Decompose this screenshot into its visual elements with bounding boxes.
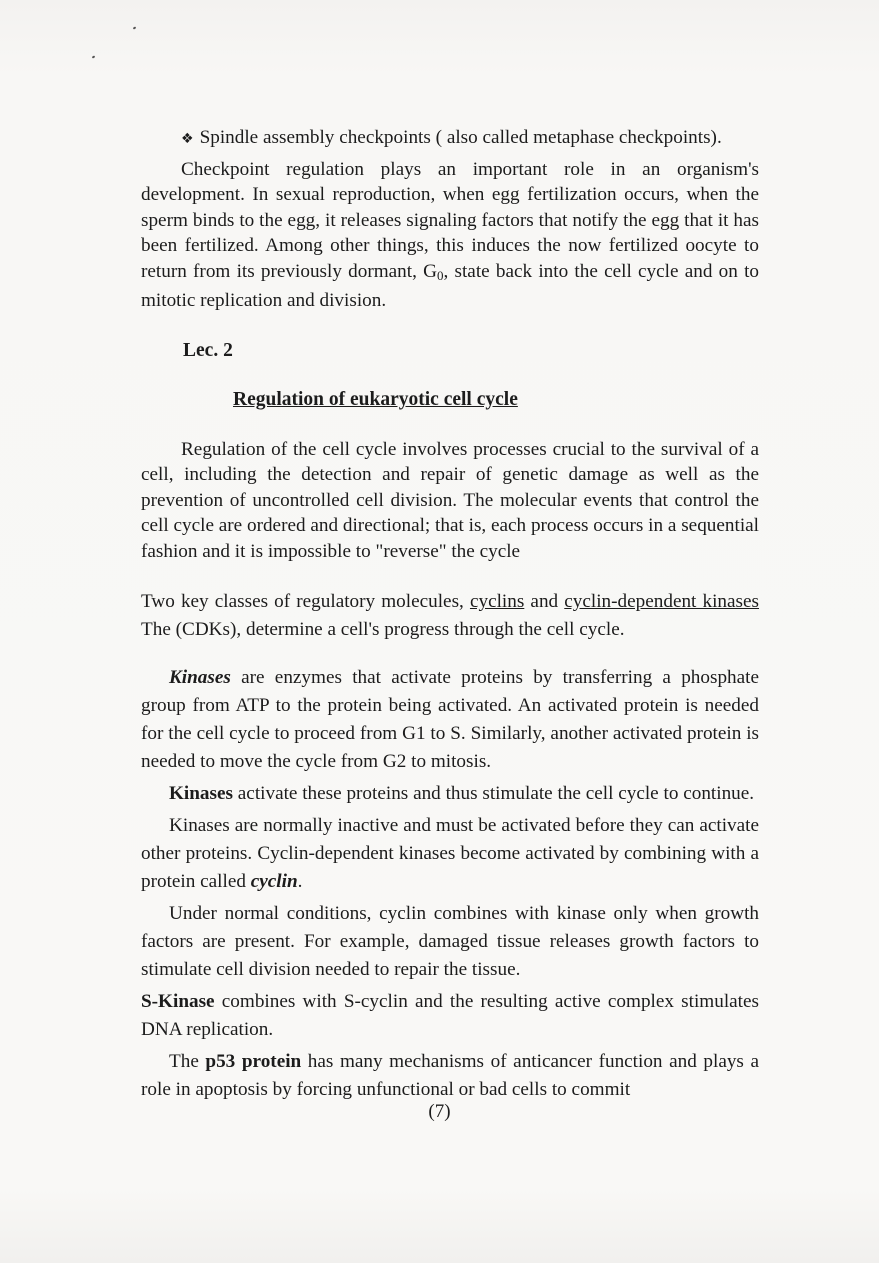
- term-kinases-bold: Kinases: [169, 783, 233, 804]
- lecture-label: Lec. 2: [183, 339, 233, 361]
- diamond-bullet-icon: ❖: [181, 131, 194, 147]
- paragraph-text: combines with S-cyclin and the resulting active complex stimulates DNA replication.: [141, 991, 759, 1040]
- paragraph-text: has many mechanisms of anticancer function and plays a role in apoptosis by forcing unfunctional or bad cells to commit: [141, 1051, 759, 1100]
- paragraph-normal-conditions: Under normal conditions, cyclin combines with kinase only when growth factors are present. For example, damaged tissue releases growth factors to stimulate cell division needed to repair the tissue.: [141, 903, 759, 980]
- term-s-kinase: S-Kinase: [141, 991, 215, 1012]
- bullet-item: [141, 125, 759, 153]
- paragraph-kinases-activate: [141, 780, 759, 808]
- paragraph-p53: [141, 1048, 759, 1104]
- paragraph-text: The: [169, 1051, 206, 1072]
- term-cyclin-dependent-kinases: cyclin-dependent kinases: [564, 591, 759, 612]
- paragraph-regulatory-classes: [141, 588, 759, 644]
- paragraph-kinases: [141, 664, 759, 776]
- term-cyclins: cyclins: [469, 591, 525, 612]
- scan-speck: [133, 26, 137, 29]
- term-p53-protein: p53 protein: [205, 1051, 302, 1072]
- subscript: 0: [436, 267, 444, 283]
- paragraph-text: are enzymes that activate proteins by transferring a phosphate group from ATP to the protein being activated. An activated protein is needed for the cell cycle to proceed from G1 to S. Similarly, another activated protein is needed to move the cycle from G2 to mitosis.: [141, 667, 759, 772]
- page-content: [141, 125, 759, 1104]
- term-kinases: Kinases: [169, 667, 231, 688]
- paragraph-checkpoint-regulation: [141, 157, 759, 314]
- paragraph-kinases-inactive: [141, 812, 759, 896]
- term-cyclin: cyclin: [250, 871, 298, 892]
- paragraph-regulation: Regulation of the cell cycle involves processes crucial to the survival of a cell, including the detection and repair of genetic damage as well as the prevention of uncontrolled cell division. The molecular events that control the cell cycle are ordered and directional; that is, each process occurs in a sequential fashion and it is impossible to "reverse" the cycle: [141, 438, 759, 562]
- paragraph-text: Two key classes of regulatory molecules,: [141, 591, 470, 612]
- paragraph-text: activate these proteins and thus stimulate the cell cycle to continue.: [232, 783, 755, 804]
- bullet-text: Spindle assembly checkpoints ( also called metaphase checkpoints).: [199, 127, 722, 148]
- paragraph-s-kinase: [141, 988, 759, 1044]
- paragraph-text: .: [297, 871, 303, 892]
- paragraph-text: and: [524, 591, 565, 612]
- paragraph-text: Kinases are normally inactive and must be activated before they can activate other proteins. Cyclin-dependent kinases become activated by combining with a protein called: [141, 815, 759, 892]
- paragraph-text: , state back into the cell cycle and on to mitotic replication and division.: [141, 260, 759, 311]
- page-number: (7): [428, 1101, 451, 1122]
- paragraph-text: The (CDKs), determine a cell's progress through the cell cycle.: [141, 619, 625, 640]
- scan-speck: [92, 55, 96, 58]
- section-heading: Regulation of eukaryotic cell cycle: [233, 389, 518, 410]
- paragraph-text: Checkpoint regulation plays an important role in an organism's development. In sexual reproduction, when egg fertilization occurs, when the sperm binds to the egg, it releases signaling factors that notify the egg that it has been fertilized. Among other things, this induces the now fertilized oocyte to return from its previously dormant, G: [141, 158, 759, 282]
